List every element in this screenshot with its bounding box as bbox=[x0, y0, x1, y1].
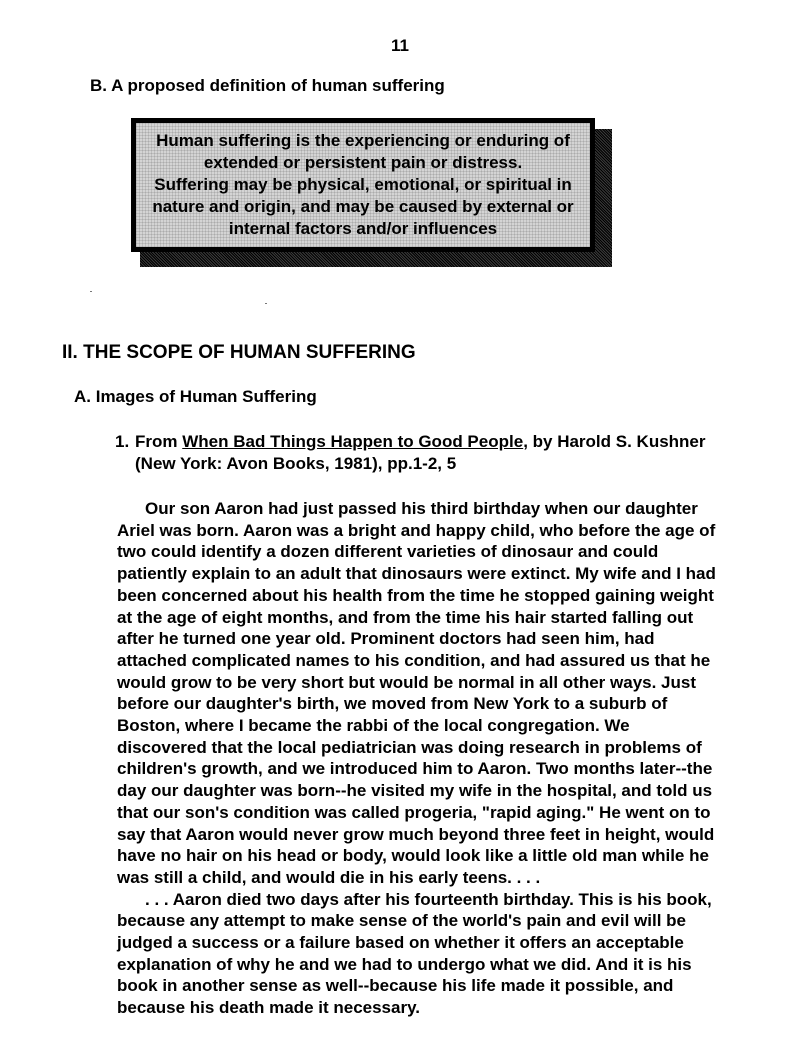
quote-line: was still a child, and would die in his early teens. . . . bbox=[117, 867, 541, 887]
page-number: 11 bbox=[391, 36, 409, 55]
definition-line: internal factors and/or influences bbox=[228, 219, 498, 238]
quote-line: been concerned about his health from the time he stopped gaining weight bbox=[117, 585, 714, 605]
quote-line: attached complicated names to his condition, and had assured us that he bbox=[117, 650, 711, 670]
quote-line: at the age of eight months, and from the time his hair started falling out bbox=[117, 607, 694, 627]
quote-line: before our daughter's birth, we moved from New York to a suburb of bbox=[117, 694, 668, 714]
definition-line: extended or persistent pain or distress. bbox=[203, 153, 523, 172]
item-number: 1. bbox=[115, 432, 130, 451]
citation-author: , by Harold S. Kushner bbox=[523, 432, 706, 451]
quote-line: have no hair on his head or body, would look like a little old man while he bbox=[117, 846, 709, 866]
definition-text bbox=[140, 130, 586, 240]
definition-line: nature and origin, and may be caused by external or bbox=[152, 197, 574, 216]
scan-speck bbox=[90, 291, 92, 292]
section-ii-heading: II. THE SCOPE OF HUMAN SUFFERING bbox=[62, 342, 416, 363]
quote-line: patiently explain to an adult that dinosaurs were extinct. My wife and I had bbox=[117, 564, 716, 584]
scan-speck bbox=[265, 303, 267, 304]
quote-line: say that Aaron would never grow much beyond three feet in height, would bbox=[117, 824, 715, 844]
subsection-a-heading: A. Images of Human Suffering bbox=[74, 387, 317, 406]
quote-line: Our son Aaron had just passed his third birthday when our daughter bbox=[145, 499, 698, 518]
quote-line: book in another sense as well--because his life made it possible, and bbox=[117, 976, 674, 996]
quote-line: would grow to be very short but would be normal in all other ways. Just bbox=[117, 672, 697, 692]
quote-line: Boston, where I became the rabbi of the local congregation. We bbox=[117, 716, 630, 736]
quote-line: judged a success or a failure based on whether it offers an acceptable bbox=[117, 933, 684, 953]
quote-line: because his death made it necessary. bbox=[117, 998, 420, 1018]
quote-line: day our daughter was born--he visited my wife in the hospital, and told us bbox=[117, 781, 713, 801]
quote-line: . . . Aaron died two days after his fourteenth birthday. This is his book, bbox=[145, 889, 712, 909]
quote-line: discovered that the local pediatrician was doing research in problems of bbox=[117, 737, 702, 757]
citation-prefix: From bbox=[135, 432, 183, 451]
quote-line: Ariel was born. Aaron was a bright and happy child, who before the age of bbox=[117, 520, 716, 540]
quote-line: children's growth, and we introduced him to Aaron. Two months later--the bbox=[117, 759, 713, 779]
quote-line: two could identify a dozen different varieties of dinosaur and could bbox=[117, 542, 659, 562]
quote-line: explanation of why he and we had to undergo what we did. And it is his bbox=[117, 954, 692, 974]
quote-line: after he turned one year old. Prominent doctors had seen him, had bbox=[117, 629, 655, 649]
definition-line: Human suffering is the experiencing or enduring of bbox=[156, 131, 570, 150]
quote-passage bbox=[117, 498, 765, 1019]
book-title: When Bad Things Happen to Good People bbox=[182, 432, 524, 451]
definition-line: Suffering may be physical, emotional, or spiritual in bbox=[154, 175, 572, 194]
definition-box bbox=[131, 118, 595, 252]
quote-line: that our son's condition was called progeria, "rapid aging." He went on to bbox=[117, 802, 711, 822]
citation bbox=[115, 431, 755, 475]
citation-publication: (New York: Avon Books, 1981), pp.1-2, 5 bbox=[135, 454, 457, 473]
section-b-heading: B. A proposed definition of human suffering bbox=[90, 76, 445, 95]
quote-line: because any attempt to make sense of the world's pain and evil will be bbox=[117, 911, 686, 931]
